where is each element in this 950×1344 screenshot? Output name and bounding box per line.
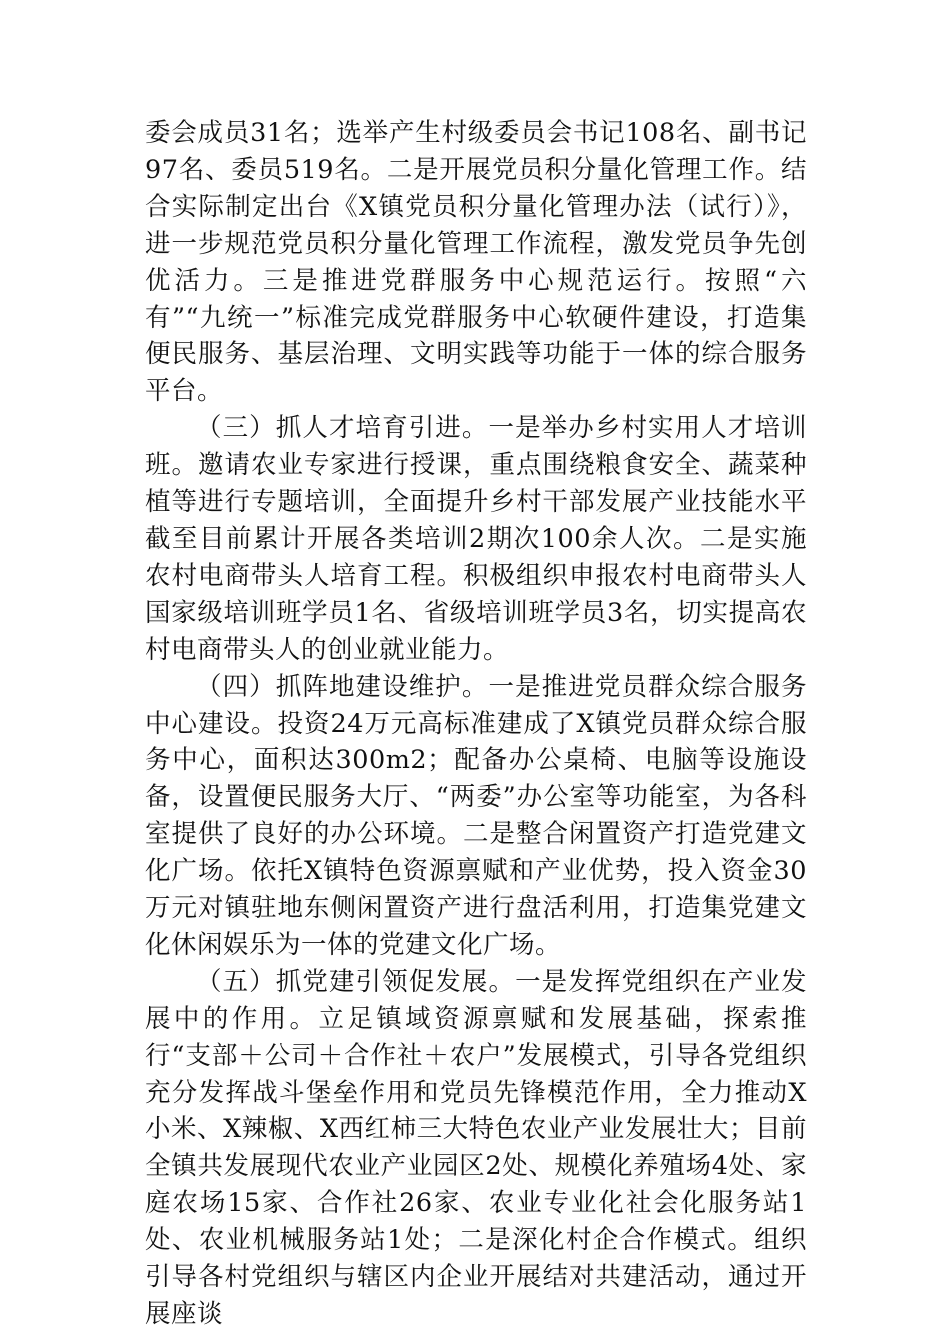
- paragraph-section-5: （五）抓党建引领促发展。一是发挥党组织在产业发展中的作用。立足镇域资源禀赋和发展基础，探索推行“支部＋公司＋合作社＋农户”发展模式，引导各党组织充分发挥战斗堡垒作用和党员先锋模范作用，全力推动X小米、X辣椒、X西红柿三大特色农业产业发展壮大；目前全镇共发展现代农业产业园区2处、规模化养殖场4处、家庭农场15家、合作社26家、农业专业化社会化服务站1处、农业机械服务站1处；二是深化村企合作模式。组织引导各村党组织与辖区内企业开展结对共建活动，通过开展座谈: [145, 966, 807, 1329]
- paragraph-section-3: （三）抓人才培育引进。一是举办乡村实用人才培训班。邀请农业专家进行授课，重点围绕粮食安全、蔬菜种植等进行专题培训，全面提升乡村干部发展产业技能水平截至目前累计开展各类培训2期次100余人次。二是实施农村电商带头人培育工程。积极组织申报农村电商带头人国家级培训班学员1名、省级培训班学员3名，切实提高农村电商带头人的创业就业能力。: [145, 413, 807, 665]
- paragraph-section-4: （四）抓阵地建设维护。一是推进党员群众综合服务中心建设。投资24万元高标准建成了X镇党员群众综合服务中心，面积达300m2；配备办公桌椅、电脑等设施设备，设置便民服务大厅、“两委”办公室等功能室，为各科室提供了良好的办公环境。二是整合闲置资产打造党建文化广场。依托X镇特色资源禀赋和产业优势，投入资金30万元对镇驻地东侧闲置资产进行盘活利用，打造集党建文化休闲娱乐为一体的党建文化广场。: [145, 671, 807, 960]
- paragraph-continuation: 委会成员31名；选举产生村级委员会书记108名、副书记97名、委员519名。二是开展党员积分量化管理工作。结合实际制定出台《X镇党员积分量化管理办法（试行）》，进一步规范党员积分量化管理工作流程，激发党员争先创优活力。三是推进党群服务中心规范运行。按照“六有”“九统一”标准完成党群服务中心软硬件建设，打造集便民服务、基层治理、文明实践等功能于一体的综合服务平台。: [145, 118, 807, 407]
- document-page: [145, 115, 807, 1333]
